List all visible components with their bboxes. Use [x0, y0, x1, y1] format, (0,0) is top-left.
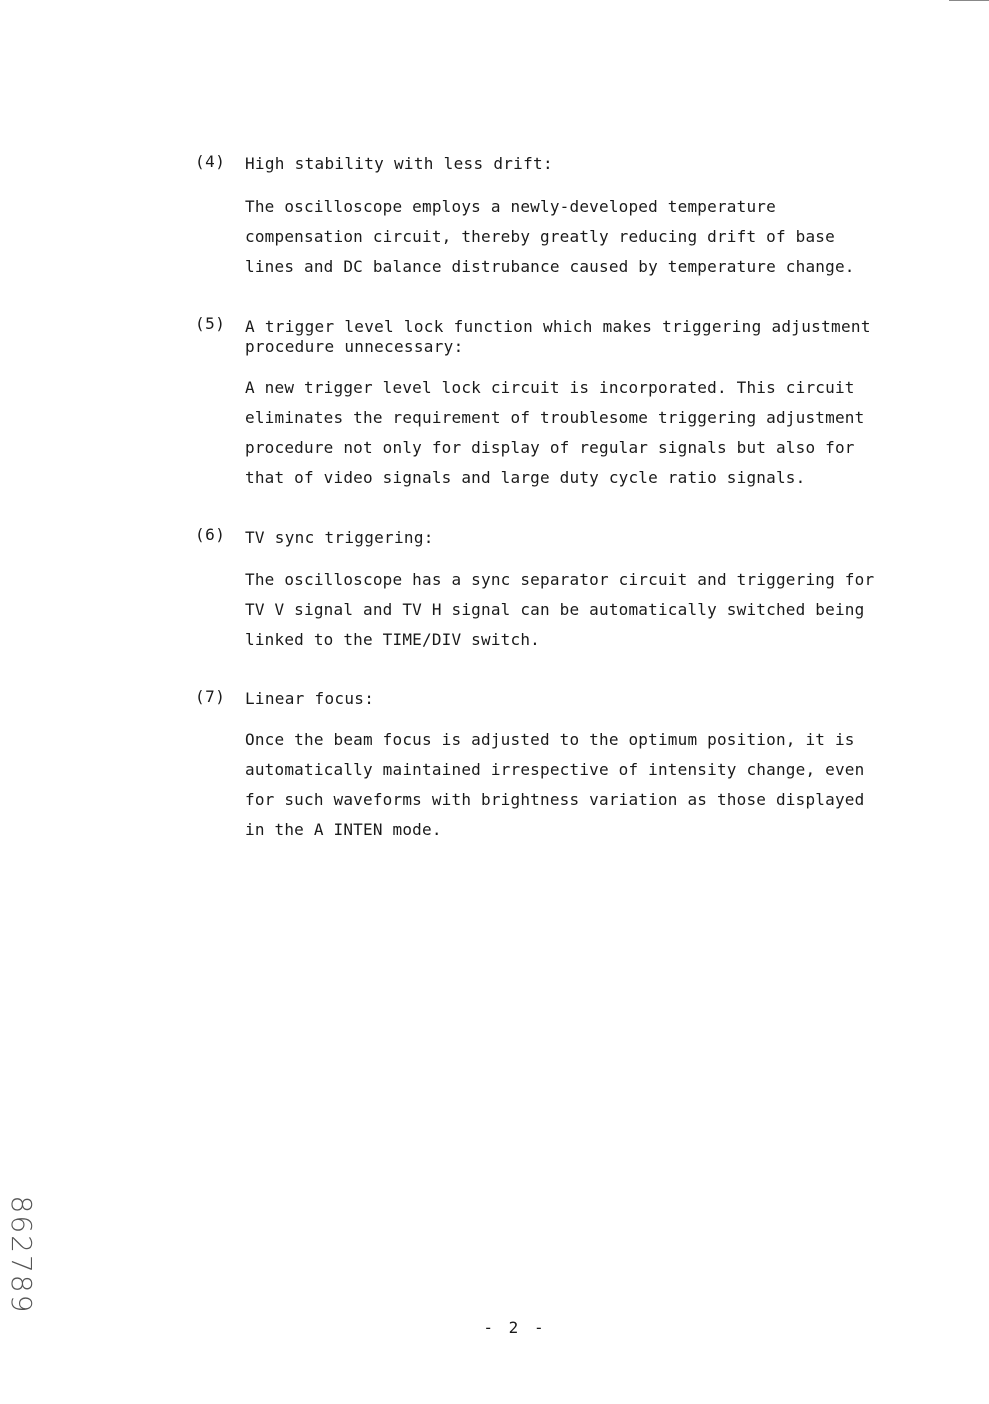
body-line: TV V signal and TV H signal can be automatically switched being [245, 600, 865, 619]
document-serial-number: 862789 [5, 1195, 38, 1315]
item-heading: High stability with less drift: [245, 154, 553, 173]
item-heading: TV sync triggering: [245, 528, 434, 547]
body-line: in the A INTEN mode. [245, 820, 442, 839]
item-body [245, 565, 905, 655]
body-line: The oscilloscope has a sync separator circuit and triggering for [245, 570, 875, 589]
body-line: The oscilloscope employs a newly-developed temperature [245, 197, 776, 216]
body-line: Once the beam focus is adjusted to the optimum position, it is [245, 730, 855, 749]
page-number: - 2 - [483, 1318, 547, 1337]
item-number: (5) [195, 314, 226, 333]
item-number: (6) [195, 525, 226, 544]
top-edge-line [949, 0, 989, 1]
body-line: linked to the TIME/DIV switch. [245, 630, 540, 649]
item-body [245, 373, 905, 493]
body-line: A new trigger level lock circuit is incorporated. This circuit [245, 378, 855, 397]
body-line: lines and DC balance distrubance caused by temperature change. [245, 257, 855, 276]
item-body [245, 725, 905, 845]
item-heading: Linear focus: [245, 689, 375, 708]
body-line: that of video signals and large duty cycle ratio signals. [245, 468, 806, 487]
body-line: automatically maintained irrespective of intensity change, even [245, 760, 865, 779]
item-body [245, 192, 905, 282]
item-number: (4) [195, 152, 226, 171]
body-line: procedure not only for display of regular signals but also for [245, 438, 855, 457]
item-heading: A trigger level lock function which makes triggering adjustment procedure unnecessary: [245, 317, 871, 356]
body-line: compensation circuit, thereby greatly reducing drift of base [245, 227, 835, 246]
body-line: for such waveforms with brightness variation as those displayed [245, 790, 865, 809]
item-number: (7) [195, 687, 226, 706]
body-line: eliminates the requirement of troublesome triggering adjustment [245, 408, 865, 427]
